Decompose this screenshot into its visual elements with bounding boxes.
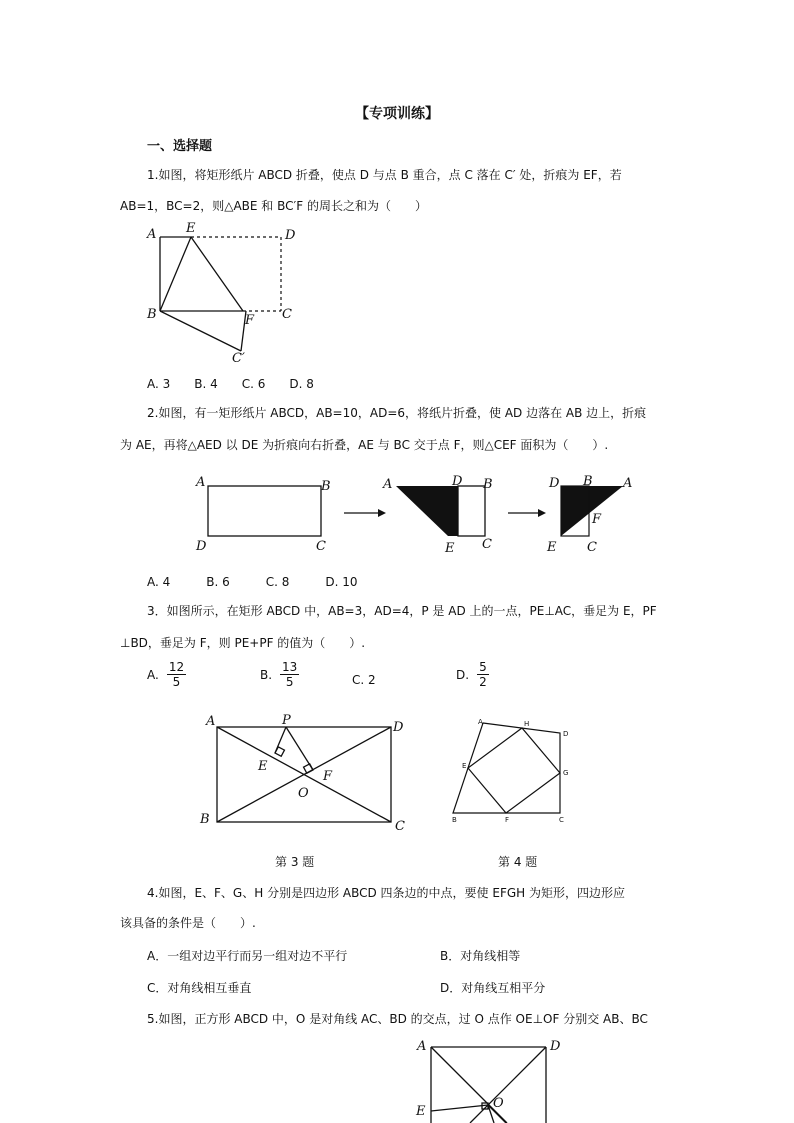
q4-label-g: G <box>563 769 569 777</box>
q5-line1: 5.如图，正方形 ABCD 中，O 是对角线 AC、BD 的交点，过 O 点作 OE⊥OF 分别交 AB、BC <box>147 1012 648 1026</box>
q2-f1-label-b: B <box>321 479 331 494</box>
q3-line1: 3．如图所示，在矩形 ABCD 中，AB=3，AD=4，P 是 AD 上的一点，PE⊥AC，垂足为 E，PF <box>147 604 657 618</box>
q3-option-d-den: 2 <box>479 675 487 689</box>
q3-label-b: B <box>200 812 210 827</box>
q3-option-d-fraction <box>477 660 489 689</box>
q4-label-a: A <box>478 718 483 726</box>
q4-label-h: H <box>524 720 530 728</box>
q1-label-a: A <box>147 227 157 242</box>
q2-f3-label-f: F <box>592 512 602 527</box>
q5-figure <box>410 1035 570 1123</box>
q2-f3-label-e: E <box>547 540 557 555</box>
q2-f2-label-b: B <box>483 477 493 492</box>
q4-line1: 4.如图，E、F、G、H 分别是四边形 ABCD 四条边的中点，要使 EFGH 为矩形，四边形应 <box>147 886 625 900</box>
q1-line1: 1.如图，将矩形纸片 ABCD 折叠，使点 D 与点 B 重合，点 C 落在 C′ 处，折痕为 EF，若 <box>147 168 622 182</box>
q3-figure <box>195 708 420 838</box>
q5-label-o: O <box>493 1096 504 1111</box>
q3-label-f: F <box>323 769 333 784</box>
q3-label-c: C <box>395 819 405 834</box>
q1-label-b: B <box>147 307 157 322</box>
q3-label-o: O <box>298 786 309 801</box>
q4-label-b: B <box>452 816 457 824</box>
q3-option-b-label: B. <box>260 667 273 682</box>
q2-line1: 2.如图，有一矩形纸片 ABCD，AB=10，AD=6，将纸片折叠，使 AD 边落在 AB 边上，折痕 <box>147 406 647 420</box>
q3-label-e: E <box>258 759 268 774</box>
q2-f1-label-d: D <box>196 539 207 554</box>
q3-option-b-num: 13 <box>282 660 298 674</box>
q3-option-b-den: 5 <box>285 675 294 689</box>
q2-f2-label-d: D <box>452 474 463 489</box>
q4-line2: 该具备的条件是（ ）. <box>120 916 256 930</box>
q4-caption: 第 4 题 <box>498 855 538 869</box>
q1-label-d: D <box>285 228 296 243</box>
q2-f2-label-a: A <box>383 477 393 492</box>
q1-label-cprime: C′ <box>232 351 245 366</box>
q3-label-d: D <box>393 720 404 735</box>
q4-option-b: B．对角线相等 <box>440 949 521 963</box>
q4-label-c: C <box>559 816 564 824</box>
q3-caption: 第 3 题 <box>275 855 315 869</box>
q3-label-a: A <box>206 714 216 729</box>
q3-line2: ⊥BD，垂足为 F，则 PE+PF 的值为（ ）. <box>120 636 366 650</box>
q3-option-a-fraction <box>167 660 186 689</box>
page-title: 【专项训练】 <box>355 106 439 122</box>
q1-line2: AB=1，BC=2，则△ABE 和 BC′F 的周长之和为（ ） <box>120 199 427 213</box>
q4-label-e: E <box>462 762 467 770</box>
q3-option-d-label: D. <box>456 667 470 682</box>
q4-option-c: C．对角线相互垂直 <box>147 981 252 995</box>
q3-option-b-fraction <box>280 660 299 689</box>
q2-f3-label-a: A <box>623 476 633 491</box>
q4-option-d: D．对角线互相平分 <box>440 981 546 995</box>
q2-f2-label-e: E <box>445 541 455 556</box>
q2-line2: 为 AE，再将△AED 以 DE 为折痕向右折叠，AE 与 BC 交于点 F，则△CEF 面积为（ ）. <box>120 438 609 452</box>
q2-f3-label-c: C <box>587 540 597 555</box>
q2-f3-label-d: D <box>549 476 560 491</box>
q2-f1-label-a: A <box>196 475 206 490</box>
q3-option-d-num: 5 <box>479 660 487 674</box>
q2-options: A. 4 B. 6 C. 8 D. 10 <box>147 575 358 589</box>
q3-option-b <box>260 660 299 689</box>
q4-option-a: A．一组对边平行而另一组对边不平行 <box>147 949 348 963</box>
q1-label-e: E <box>186 221 196 236</box>
q5-label-e: E <box>416 1104 426 1119</box>
q3-option-d <box>456 660 489 689</box>
q1-figure <box>140 220 310 370</box>
q3-option-a-label: A. <box>147 667 159 682</box>
q3-option-a <box>147 660 186 689</box>
q1-label-f: F <box>245 313 255 328</box>
q4-figure <box>445 712 580 827</box>
q4-label-d: D <box>563 730 569 738</box>
q5-label-a: A <box>417 1039 427 1054</box>
q4-label-f: F <box>505 816 510 824</box>
q3-option-c: C. 2 <box>352 673 376 687</box>
q3-option-a-den: 5 <box>172 675 181 689</box>
q3-option-a-num: 12 <box>168 660 185 674</box>
q2-figure <box>190 470 650 560</box>
q1-label-c: C <box>282 307 292 322</box>
section-heading: 一、选择题 <box>147 139 213 154</box>
q2-f2-label-c: C <box>482 537 492 552</box>
q1-options: A. 3 B. 4 C. 6 D. 8 <box>147 377 314 391</box>
q5-label-d: D <box>550 1039 561 1054</box>
q2-f1-label-c: C <box>316 539 326 554</box>
q3-label-p: P <box>282 713 291 728</box>
q2-f3-label-b: B <box>583 474 593 489</box>
